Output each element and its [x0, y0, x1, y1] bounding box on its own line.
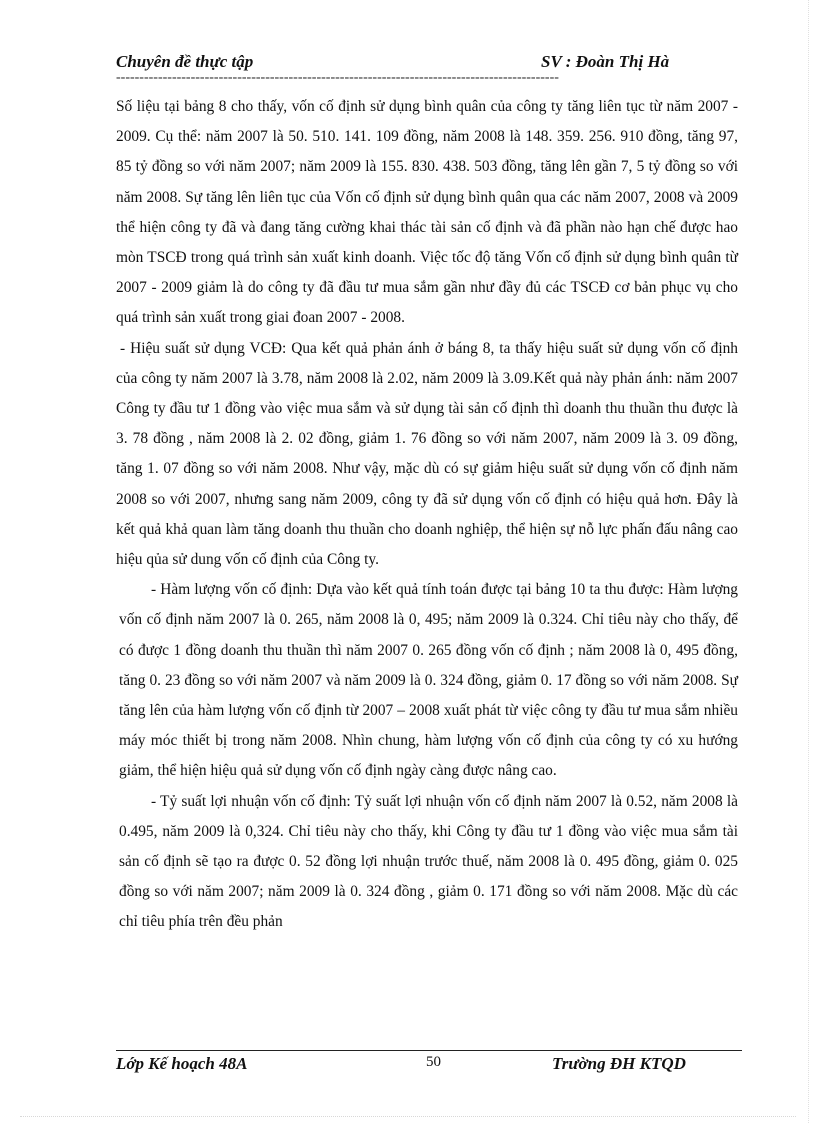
header-student: SV : Đoàn Thị Hà — [541, 52, 670, 71]
footer-school: Trường ĐH KTQD — [552, 1054, 686, 1073]
footer-divider — [116, 1050, 742, 1051]
page-edge-dots — [20, 1116, 796, 1117]
paragraph-fixed-capital-average: Số liệu tại bảng 8 cho thấy, vốn cố định sử dụng bình quân của công ty tăng liên tục từ năm 2007 - 2009. Cụ thể: năm 2007 là 50. 510. 141. 109 đồng, năm 2008 là 148. 359. 256. 910 đồng, tăng 97, 85 tỷ đồng so với năm 2007; năm 2009 là 155. 830. 438. 503 đồng, tăng lên gần 7, 5 tỷ đồng so với năm 2008. Sự tăng lên liên tục của Vốn cố định sử dụng bình quân qua các năm 2007, 2008 và 2009 thể hiện công ty đã và đang tăng cường khai thác tài sản cố định và đã phần nào hạn chế được hao mòn TSCĐ trong quá trình sản xuất kinh doanh. Việc tốc độ tăng Vốn cố định sử dụng bình quân từ 2007 - 2009 giảm là do công ty đã đầu tư mua sắm gần như đầy đủ các TSCĐ cơ bản phục vụ cho quá trình sản xuất trong giai đoan 2007 - 2008. — [116, 98, 738, 327]
header-topic: Chuyên đề thực tập — [116, 52, 254, 71]
paragraph-capital-content: - Hàm lượng vốn cố định: Dựa vào kết quả tính toán được tại bảng 10 ta thu được: Hàm lượng vốn cố định năm 2007 là 0. 265, năm 2008 là 0, 495; năm 2009 là 0.324. Chỉ tiêu này cho thấy, để có được 1 đồng doanh thu thuần thì năm 2007 0. 265 đồng vốn cố định ; năm 2008 là 0, 495 đồng, tăng 0. 23 đồng so với năm 2007 và năm 2009 là 0. 324 đồng, giảm 0. 17 đồng so với năm 2008. Sự tăng lên của hàm lượng vốn cố định từ 2007 – 2008 xuất phát từ việc công ty đầu tư mua sắm nhiều máy móc thiết bị trong năm 2008. Nhìn chung, hàm lượng vốn cố định của công ty có xu hướng giảm, thể hiện hiệu quả sử dụng vốn cố định ngày càng được nâng cao. — [119, 581, 738, 780]
page-number: 50 — [426, 1054, 441, 1070]
footer-class: Lớp Kế hoạch 48A — [116, 1054, 248, 1073]
page-footer — [116, 1054, 742, 1080]
page-side-dots — [808, 0, 809, 1123]
header-rule: ----------------------------------------------------------------------------------------------- — [116, 70, 559, 85]
document-body — [116, 92, 738, 938]
paragraph-capital-efficiency: - Hiệu suất sử dụng VCĐ: Qua kết quả phản ánh ở báng 8, ta thấy hiệu suất sử dụng vốn cố định của công ty năm 2007 là 3.78, năm 2008 là 2.02, năm 2009 là 3.09.Kết quả này phản ánh: năm 2007 Công ty đầu tư 1 đồng vào việc mua sắm và sử dụng tài sản cố định thì doanh thu thuần thu được là 3. 78 đồng , năm 2008 là 2. 02 đồng, giảm 1. 76 đồng so với năm 2007, năm 2009 là 3. 09 đồng, tăng 1. 07 đồng so với năm 2008. Như vậy, mặc dù có sự giảm hiệu suất sử dụng vốn cố định năm 2008 so với 2007, nhưng sang năm 2009, công ty đã sử dụng vốn cố định có hiệu quả hơn. Đây là kết quả khả quan làm tăng doanh thu thuần cho doanh nghiệp, thể hiện sự nỗ lực phấn đấu nâng cao hiệu qủa sử dung vốn cố định của Công ty. — [116, 339, 738, 569]
paragraph-profit-rate: - Tỷ suất lợi nhuận vốn cố định: Tỷ suất lợi nhuận vốn cố định năm 2007 là 0.52, năm 2008 là 0.495, năm 2009 là 0,324. Chỉ tiêu này cho thấy, khi Công ty đầu tư 1 đồng vào việc mua sắm tài sản cố định sẽ tạo ra được 0. 52 đồng lợi nhuận trước thuế, năm 2008 là 0. 495 đồng, giảm 0. 025 đồng so với năm 2007; năm 2009 là 0. 324 đồng , giảm 0. 171 đồng so với năm 2008. Mặc dù các chỉ tiêu phía trên đều phản — [119, 792, 738, 931]
